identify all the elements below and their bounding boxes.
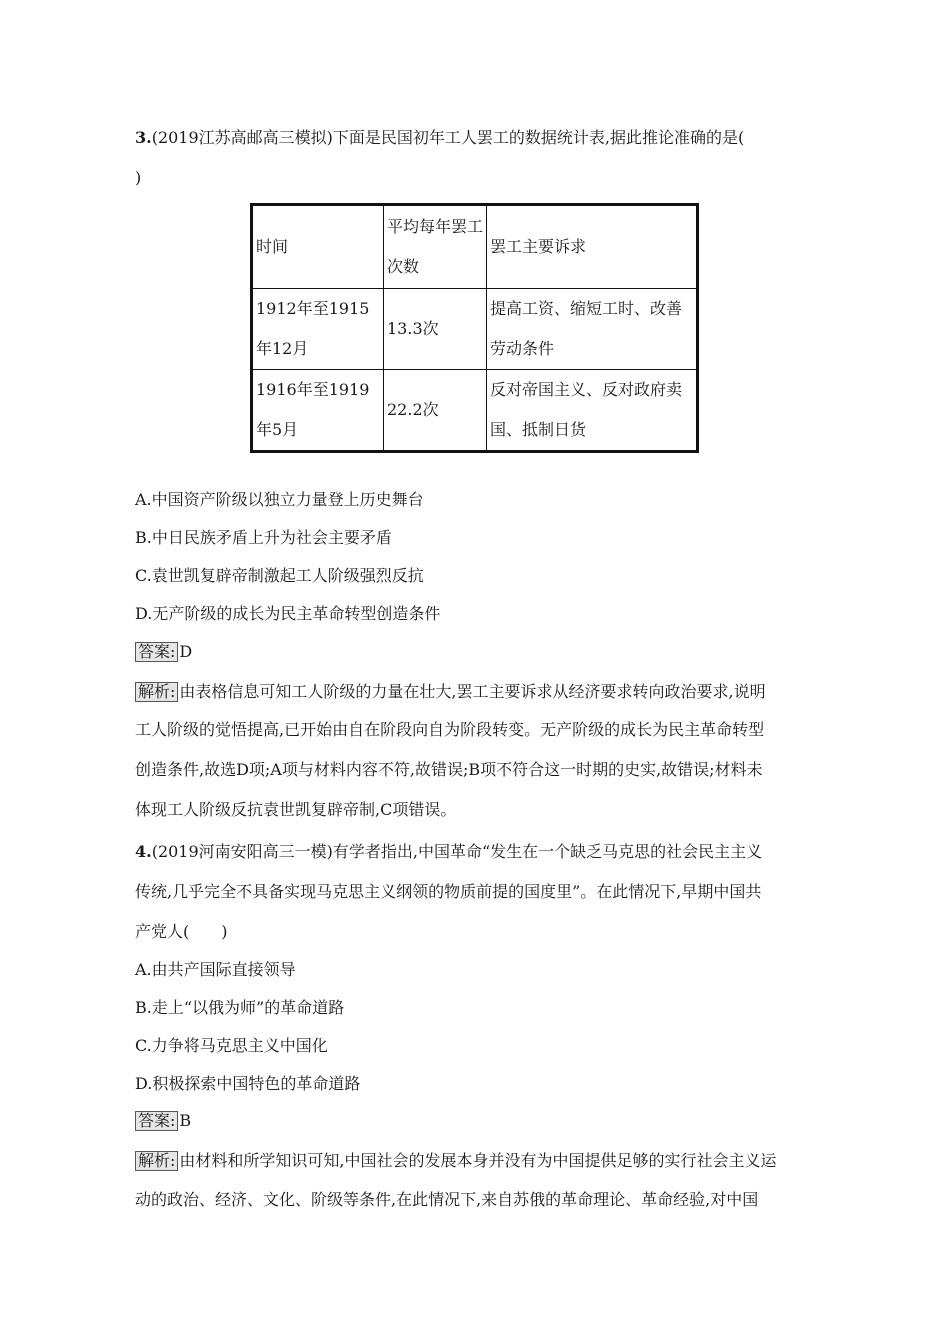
answer-value: D — [179, 642, 193, 661]
q4-option-c: C.力争将马克思主义中国化 — [135, 1036, 328, 1055]
q4-stem-line-2: 传统,几乎完全不具备实现马克思主义纲领的物质前提的国度里”。在此情况下,早期中国共 — [135, 882, 762, 901]
strike-stats-table — [250, 203, 699, 453]
row2-time: 1916年至1919年5月 — [252, 370, 384, 452]
row1-count: 13.3次 — [384, 289, 487, 370]
q3-analysis-line-2: 工人阶级的觉悟提高,已开始由自在阶段向自为阶段转变。无产阶级的成长为民主革命转型 — [135, 720, 765, 739]
q4-stem-line-1: 4.(2019河南安阳高三一模)有学者指出,中国革命“发生在一个缺乏马克思的社会民主主义 — [135, 842, 763, 861]
q4-option-b: B.走上“以俄为师”的革命道路 — [135, 998, 345, 1017]
q3-analysis-line-4: 体现工人阶级反抗袁世凯复辟帝制,C项错误。 — [135, 800, 457, 819]
q4-analysis-line-1: 解析: 由材料和所学知识可知,中国社会的发展本身并没有为中国提供足够的实行社会主义运 — [135, 1151, 777, 1171]
row2-demand: 反对帝国主义、反对政府卖国、抵制日货 — [487, 370, 698, 452]
header-demand: 罢工主要诉求 — [487, 205, 698, 289]
row1-time: 1912年至1915年12月 — [252, 289, 384, 370]
answer-value: B — [179, 1111, 192, 1130]
q4-analysis-line-2: 动的政治、经济、文化、阶级等条件,在此情况下,来自苏俄的革命理论、革命经验,对中国 — [135, 1190, 759, 1209]
answer-label: 答案: — [135, 642, 178, 662]
row1-demand: 提高工资、缩短工时、改善劳动条件 — [487, 289, 698, 370]
answer-label: 答案: — [135, 1111, 178, 1131]
q3-stem-line-1: 3.(2019江苏高邮高三模拟)下面是民国初年工人罢工的数据统计表,据此推论准确的是( — [135, 128, 745, 147]
header-time: 时间 — [252, 205, 384, 289]
analysis-label: 解析: — [135, 682, 178, 702]
q4-option-a: A.由共产国际直接领导 — [135, 960, 296, 979]
q3-number: 3. — [135, 128, 152, 147]
header-count: 平均每年罢工次数 — [384, 205, 487, 289]
q3-stem-line-2: ) — [135, 168, 142, 187]
q4-number: 4. — [135, 842, 152, 861]
q4-stem-line-3: 产党人( ) — [135, 922, 228, 941]
analysis-label: 解析: — [135, 1151, 178, 1171]
table-row — [252, 370, 698, 452]
q3-option-a: A.中国资产阶级以独立力量登上历史舞台 — [135, 490, 424, 509]
q3-option-c: C.袁世凯复辟帝制激起工人阶级强烈反抗 — [135, 566, 424, 585]
q3-answer — [135, 642, 192, 662]
q3-analysis-line-1: 解析: 由表格信息可知工人阶级的力量在壮大,罢工主要诉求从经济要求转向政治要求,说明 — [135, 682, 766, 702]
table-header-row — [252, 205, 698, 289]
row2-count: 22.2次 — [384, 370, 487, 452]
q4-option-d: D.积极探索中国特色的革命道路 — [135, 1074, 361, 1093]
q3-option-d: D.无产阶级的成长为民主革命转型创造条件 — [135, 604, 441, 623]
table-row — [252, 289, 698, 370]
q3-analysis-line-3: 创造条件,故选D项;A项与材料内容不符,故错误;B项不符合这一时期的史实,故错误;材料未 — [135, 760, 763, 779]
q4-answer — [135, 1111, 191, 1131]
q3-option-b: B.中日民族矛盾上升为社会主要矛盾 — [135, 528, 392, 547]
